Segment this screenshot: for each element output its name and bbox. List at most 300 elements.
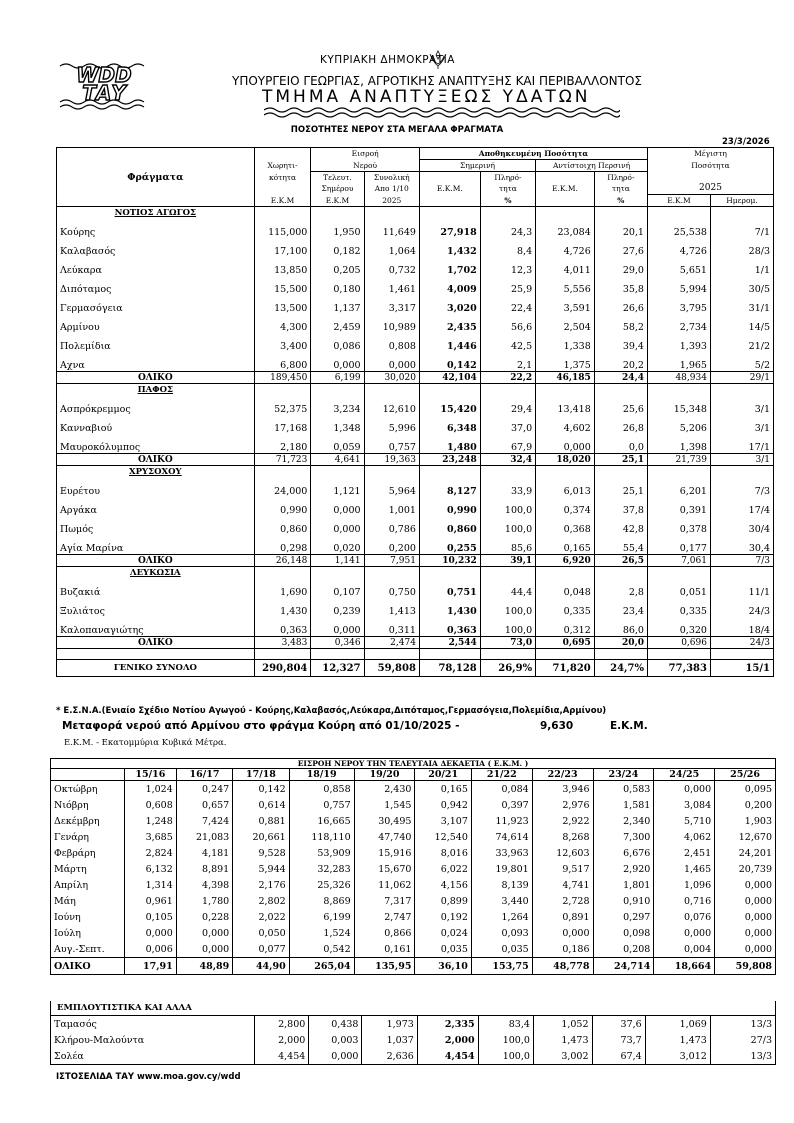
grand-total-row [57, 660, 774, 677]
table-cell: 2,800 [255, 1016, 309, 1033]
table-cell: 1,248 [125, 813, 177, 829]
table-cell: 15,916 [354, 845, 415, 861]
table-cell [480, 384, 535, 397]
header-cell: Αποθηκευμένη Ποσότητα [419, 148, 647, 160]
table-cell: 0,239 [311, 598, 364, 617]
table-cell: 3/1 [710, 415, 773, 434]
year-header: 20/21 [415, 769, 471, 781]
table-cell: 8,127 [419, 478, 480, 497]
table-cell: 26,5 [594, 555, 647, 567]
table-cell: 71,723 [254, 454, 311, 466]
ministry-name: ΥΠΟΥΡΓΕΙΟ ΓΕΩΡΓΙΑΣ, ΑΓΡΟΤΙΚΗΣ ΑΝΑΠΤΥΞΗΣ ΚΑΙ ΠΕΡΙΒΑΛΛΟΝΤΟΣ [232, 74, 643, 88]
table-cell: 67,4 [592, 1048, 645, 1065]
table-cell: 7,300 [593, 829, 654, 845]
table-cell: 0,751 [419, 579, 480, 598]
dam-name: Διπόταμος [57, 276, 255, 295]
website-footer: ΙΣΤΟΣΕΛΙΔΑ ΤΑΥ www.moa.gov.cy/wdd [56, 1072, 241, 1082]
table-cell: 4,641 [311, 454, 364, 466]
header-cell: τητα [480, 183, 535, 195]
header-cell: Ε.Κ.Μ [311, 195, 364, 207]
table-cell [710, 384, 773, 397]
table-cell: 44,90 [233, 958, 289, 975]
decade-total-row [51, 958, 776, 975]
year-header-row [51, 769, 776, 781]
dam-row [57, 478, 774, 497]
table-cell: 19,363 [364, 454, 419, 466]
table-cell: 6,676 [593, 845, 654, 861]
table-cell: 4,300 [254, 314, 311, 333]
table-cell: 2,728 [532, 893, 593, 909]
section-total-row [57, 454, 774, 466]
table-cell: 30/4 [710, 516, 773, 535]
header-cell: Πληρό- [594, 172, 647, 184]
table-cell: 37,8 [594, 497, 647, 516]
month-name: Δεκέμβρη [51, 813, 125, 829]
table-cell [710, 649, 773, 660]
table-cell: 3,234 [311, 396, 364, 415]
table-cell: 0,093 [471, 925, 532, 941]
total-label: ΟΛΙΚΟ [57, 454, 255, 466]
header-cell [57, 148, 255, 160]
header-cell: Συνολική [364, 172, 419, 184]
table-cell: 2,636 [362, 1048, 417, 1065]
header-cell [57, 160, 255, 172]
table-cell: 0,860 [419, 516, 480, 535]
table-cell: 1,690 [254, 579, 311, 598]
table-cell: 2,734 [647, 314, 710, 333]
month-row [51, 941, 776, 958]
table-cell: 15/1 [710, 660, 773, 677]
table-cell: 2,180 [254, 434, 311, 454]
table-cell: 15,500 [254, 276, 311, 295]
table-cell: 33,9 [480, 478, 535, 497]
year-header: 25/26 [715, 769, 776, 781]
table-cell: 0,000 [311, 497, 364, 516]
table-cell: 0,374 [536, 497, 595, 516]
dam-row [57, 598, 774, 617]
table-cell: 1,950 [311, 219, 364, 238]
transfer-unit: Ε.Κ.Μ. [610, 720, 648, 732]
year-header: 21/22 [471, 769, 532, 781]
dam-row [57, 579, 774, 598]
table-cell: 12,603 [532, 845, 593, 861]
table-cell: 0,180 [311, 276, 364, 295]
section-header-row [57, 207, 774, 220]
table-cell: 1,141 [311, 555, 364, 567]
table-cell: 30,495 [354, 813, 415, 829]
table-cell: 15,348 [647, 396, 710, 415]
dam-row [51, 1048, 776, 1065]
table-cell: 1,446 [419, 333, 480, 352]
dam-name: Αχνα [57, 352, 255, 372]
table-cell: 1,965 [647, 352, 710, 372]
table-cell: 4,181 [176, 845, 232, 861]
table-cell: 71,820 [536, 660, 595, 677]
table-cell: 0,024 [415, 925, 471, 941]
table-cell: 37,6 [592, 1016, 645, 1033]
table-cell: 2,430 [354, 781, 415, 798]
month-row [51, 781, 776, 798]
table-cell: 6,348 [419, 415, 480, 434]
table-cell: 9,517 [532, 861, 593, 877]
dam-name: Κανναβιού [57, 415, 255, 434]
section-total-row [57, 372, 774, 384]
table-cell [57, 649, 255, 660]
decade-inflow-table [50, 758, 776, 975]
header-cell [419, 172, 480, 184]
cyprus-emblem-icon [427, 48, 449, 70]
month-name: Γενάρη [51, 829, 125, 845]
dam-row [57, 238, 774, 257]
section-total-row [57, 637, 774, 649]
table-cell: 1,430 [254, 598, 311, 617]
table-cell: 15,420 [419, 396, 480, 415]
table-cell: 27,918 [419, 219, 480, 238]
table-cell [364, 466, 419, 479]
header-cell [536, 195, 595, 207]
header-cell [254, 183, 311, 195]
month-name: Απρίλη [51, 877, 125, 893]
table-cell: 78,128 [419, 660, 480, 677]
table-cell: 0,200 [715, 797, 776, 813]
table-cell: 1,702 [419, 257, 480, 276]
table-cell: 8,016 [415, 845, 471, 861]
table-cell: 59,808 [715, 958, 776, 975]
other-caption-row [51, 1001, 776, 1016]
table-cell: 24/3 [710, 598, 773, 617]
table-cell: 5,964 [364, 478, 419, 497]
header-cell: Αντίστοιχη Περσινή [536, 160, 648, 172]
table-cell: 23,4 [594, 598, 647, 617]
table-cell: 1,069 [645, 1016, 710, 1033]
table-cell: 3,440 [471, 893, 532, 909]
header-cell [57, 195, 255, 207]
dam-name: Ασπρόκρεμμος [57, 396, 255, 415]
table-cell: 0,000 [176, 941, 232, 958]
dam-name: Γερμασόγεια [57, 295, 255, 314]
month-row [51, 813, 776, 829]
dam-row [57, 396, 774, 415]
table-cell: 0,051 [647, 579, 710, 598]
table-cell: 0,899 [415, 893, 471, 909]
spacer-row [57, 649, 774, 660]
header-cell: Απο 1/10 [364, 183, 419, 195]
table-cell: 5,556 [536, 276, 595, 295]
table-cell [419, 649, 480, 660]
table-cell: 1,413 [364, 598, 419, 617]
dam-name: Βυζακιά [57, 579, 255, 598]
table-cell: 0,910 [593, 893, 654, 909]
dam-name: Λεύκαρα [57, 257, 255, 276]
header-cell [647, 172, 773, 184]
table-cell: 7,424 [176, 813, 232, 829]
table-cell: 59,808 [364, 660, 419, 677]
table-cell: 44,4 [480, 579, 535, 598]
header-cell: Τελευτ. [311, 172, 364, 184]
table-cell [594, 384, 647, 397]
table-cell: 1,375 [536, 352, 595, 372]
decade-caption: ΕΙΣΡΟΗ ΝΕΡΟΥ ΤΗΝ ΤΕΛΕΥΤΑΙΑ ΔΕΚΑΕΤΙΑ ( Ε.Κ.Μ. ) [51, 759, 776, 769]
table-cell: 0,142 [233, 781, 289, 798]
table-cell: 1,973 [362, 1016, 417, 1033]
table-cell: 5/2 [710, 352, 773, 372]
table-cell: 24,714 [593, 958, 654, 975]
table-cell: 0,000 [311, 516, 364, 535]
table-cell: 12,540 [415, 829, 471, 845]
table-cell: 1,024 [125, 781, 177, 798]
table-cell: 31/1 [710, 295, 773, 314]
section-header-row [57, 466, 774, 479]
dam-row [57, 352, 774, 372]
dam-name: Πωμός [57, 516, 255, 535]
table-cell: 19,801 [471, 861, 532, 877]
table-cell: 2,451 [654, 845, 715, 861]
table-cell: 6,013 [536, 478, 595, 497]
year-header: 24/25 [654, 769, 715, 781]
total-label: ΟΛΙΚΟ [57, 555, 255, 567]
month-name: Μάη [51, 893, 125, 909]
table-cell: 16,665 [289, 813, 354, 829]
table-cell: 12,670 [715, 829, 776, 845]
table-cell: 6,199 [311, 372, 364, 384]
dam-row [57, 295, 774, 314]
table-cell: 0,583 [593, 781, 654, 798]
table-cell: 3,317 [364, 295, 419, 314]
table-cell: 100,0 [478, 1048, 533, 1065]
table-cell: 7/3 [710, 555, 773, 567]
table-cell: 0,050 [233, 925, 289, 941]
dam-row [57, 314, 774, 333]
table-cell: 0,084 [471, 781, 532, 798]
table-cell: 3,107 [415, 813, 471, 829]
table-cell: 0,298 [254, 535, 311, 555]
table-cell: 0,205 [311, 257, 364, 276]
table-cell [419, 384, 480, 397]
table-cell: 1,338 [536, 333, 595, 352]
table-cell: 73,0 [480, 637, 535, 649]
section-name: ΛΕΥΚΩΣΙΑ [57, 567, 255, 580]
table-cell: 3/1 [710, 396, 773, 415]
table-cell [480, 207, 535, 220]
table-cell [364, 207, 419, 220]
table-cell: 5,996 [364, 415, 419, 434]
table-cell: 0,165 [415, 781, 471, 798]
table-cell: 3,946 [532, 781, 593, 798]
year-header: 15/16 [125, 769, 177, 781]
table-cell: 8,268 [532, 829, 593, 845]
table-cell: 25,6 [594, 396, 647, 415]
table-cell: 27/3 [710, 1032, 775, 1048]
table-cell: 265,04 [289, 958, 354, 975]
header-cell: Ε.Κ.Μ. [419, 183, 480, 195]
table-cell: 37,0 [480, 415, 535, 434]
year-header: 17/18 [233, 769, 289, 781]
header-cell: Ε.Κ.Μ [647, 195, 710, 207]
table-cell: 1,052 [533, 1016, 592, 1033]
table-cell: 1,398 [647, 434, 710, 454]
table-cell: 0,000 [309, 1048, 362, 1065]
table-cell: 7,951 [364, 555, 419, 567]
department-name: ΤΜΗΜΑ ΑΝΑΠΤΥΞΕΩΣ ΥΔΑΤΩΝ [262, 87, 591, 107]
table-cell: 67,9 [480, 434, 535, 454]
decade-caption-row [51, 759, 776, 769]
header-cell: 2025 [647, 183, 773, 195]
table-cell: 5,994 [647, 276, 710, 295]
table-cell: 7/1 [710, 219, 773, 238]
month-name: Ιούνη [51, 909, 125, 925]
year-header: 16/17 [176, 769, 232, 781]
table-cell: 20,0 [594, 637, 647, 649]
table-cell: 0,542 [289, 941, 354, 958]
dam-name: Κούρης [57, 219, 255, 238]
table-cell [311, 649, 364, 660]
table-cell: 1/1 [710, 257, 773, 276]
section-total-row [57, 555, 774, 567]
table-cell: 0,186 [532, 941, 593, 958]
table-cell: 9,528 [233, 845, 289, 861]
table-cell: 2,022 [233, 909, 289, 925]
header-cell [254, 148, 311, 160]
dam-name: Αρμίνου [57, 314, 255, 333]
table-cell: 0,961 [125, 893, 177, 909]
table-cell: 0,786 [364, 516, 419, 535]
table-cell [647, 466, 710, 479]
table-cell: 6,201 [647, 478, 710, 497]
table-cell: 3,483 [254, 637, 311, 649]
table-cell: 25,1 [594, 478, 647, 497]
table-cell: 1,581 [593, 797, 654, 813]
table-cell: 0,732 [364, 257, 419, 276]
table-cell: 25,326 [289, 877, 354, 893]
table-cell: 0,000 [532, 925, 593, 941]
section-name: ΠΑΦΟΣ [57, 384, 255, 397]
table-cell: 12,3 [480, 257, 535, 276]
table-cell: 8,4 [480, 238, 535, 257]
table-cell [364, 649, 419, 660]
month-row [51, 861, 776, 877]
month-row [51, 909, 776, 925]
table-cell: 0,608 [125, 797, 177, 813]
table-cell: 1,137 [311, 295, 364, 314]
table-cell: 0,107 [311, 579, 364, 598]
table-cell: 0,098 [593, 925, 654, 941]
table-cell: 0,006 [125, 941, 177, 958]
table-cell: 118,110 [289, 829, 354, 845]
table-cell: 0,142 [419, 352, 480, 372]
transfer-value: 9,630 [540, 720, 574, 732]
table-cell: 13/3 [710, 1048, 775, 1065]
table-cell: 2,922 [532, 813, 593, 829]
table-cell: 4,454 [417, 1048, 478, 1065]
logo-tay-text: ΤΑΥ [82, 81, 126, 105]
table-cell: 1,121 [311, 478, 364, 497]
table-cell [311, 567, 364, 580]
table-cell: 6,132 [125, 861, 177, 877]
table-cell: 0,346 [311, 637, 364, 649]
table-cell: 17/1 [710, 434, 773, 454]
table-cell: 135,95 [354, 958, 415, 975]
section-name: ΧΡΥΣΟΧΟΥ [57, 466, 255, 479]
dam-row [57, 434, 774, 454]
dam-row [57, 415, 774, 434]
month-row [51, 893, 776, 909]
table-cell: 0,990 [254, 497, 311, 516]
table-cell: 2,474 [364, 637, 419, 649]
other-dams-table [50, 1001, 776, 1065]
table-cell: 7,317 [354, 893, 415, 909]
section-header-row [57, 567, 774, 580]
table-cell: 0,208 [593, 941, 654, 958]
table-cell: 0,942 [415, 797, 471, 813]
header-cell: % [480, 195, 535, 207]
table-cell: 8,139 [471, 877, 532, 893]
dam-name: Ευρέτου [57, 478, 255, 497]
header-row-4 [57, 183, 774, 195]
table-cell: 11/1 [710, 579, 773, 598]
table-cell: 0,161 [354, 941, 415, 958]
table-cell: 3/1 [710, 454, 773, 466]
table-cell: 48,934 [647, 372, 710, 384]
table-cell: 0,035 [415, 941, 471, 958]
table-cell: 1,064 [364, 238, 419, 257]
header-cell: Φράγματα [57, 172, 255, 184]
table-cell: 2,340 [593, 813, 654, 829]
table-cell: 0,105 [125, 909, 177, 925]
table-cell [647, 567, 710, 580]
table-cell: 0,391 [647, 497, 710, 516]
table-cell: 1,393 [647, 333, 710, 352]
table-cell [480, 466, 535, 479]
table-cell: 0,000 [125, 925, 177, 941]
table-cell: 3,012 [645, 1048, 710, 1065]
header-cell: Εισροή [311, 148, 420, 160]
table-cell [710, 466, 773, 479]
table-cell: 3,591 [536, 295, 595, 314]
header-cell [57, 183, 255, 195]
table-cell: 21,739 [647, 454, 710, 466]
table-cell: 1,264 [471, 909, 532, 925]
dam-name: Καλαβασός [57, 238, 255, 257]
table-cell: 0,363 [254, 617, 311, 637]
table-cell: 6,022 [415, 861, 471, 877]
month-row [51, 797, 776, 813]
table-cell: 2,544 [419, 637, 480, 649]
table-cell: 0,320 [647, 617, 710, 637]
dam-name: Ταμασός [51, 1016, 255, 1033]
table-cell: 2,435 [419, 314, 480, 333]
table-cell: 6,920 [536, 555, 595, 567]
table-cell: 0,808 [364, 333, 419, 352]
table-cell: 189,450 [254, 372, 311, 384]
table-cell: 0,004 [654, 941, 715, 958]
table-cell: 2,000 [417, 1032, 478, 1048]
table-cell: 0,858 [289, 781, 354, 798]
table-cell [419, 207, 480, 220]
table-cell: 4,726 [647, 238, 710, 257]
unit-note: Ε.Κ.Μ. - Εκατομμύρια Κυβικά Μέτρα. [64, 738, 227, 748]
table-cell: 25,9 [480, 276, 535, 295]
dam-name: Καλοπαναγιώτης [57, 617, 255, 637]
table-cell: 21/2 [710, 333, 773, 352]
wdd-logo [58, 58, 150, 110]
table-cell: 4,398 [176, 877, 232, 893]
dams-table [56, 147, 774, 677]
table-cell: 0,438 [309, 1016, 362, 1033]
table-cell: 0,757 [364, 434, 419, 454]
table-cell: 18,020 [536, 454, 595, 466]
table-cell: 0,192 [415, 909, 471, 925]
table-cell: 0,077 [233, 941, 289, 958]
